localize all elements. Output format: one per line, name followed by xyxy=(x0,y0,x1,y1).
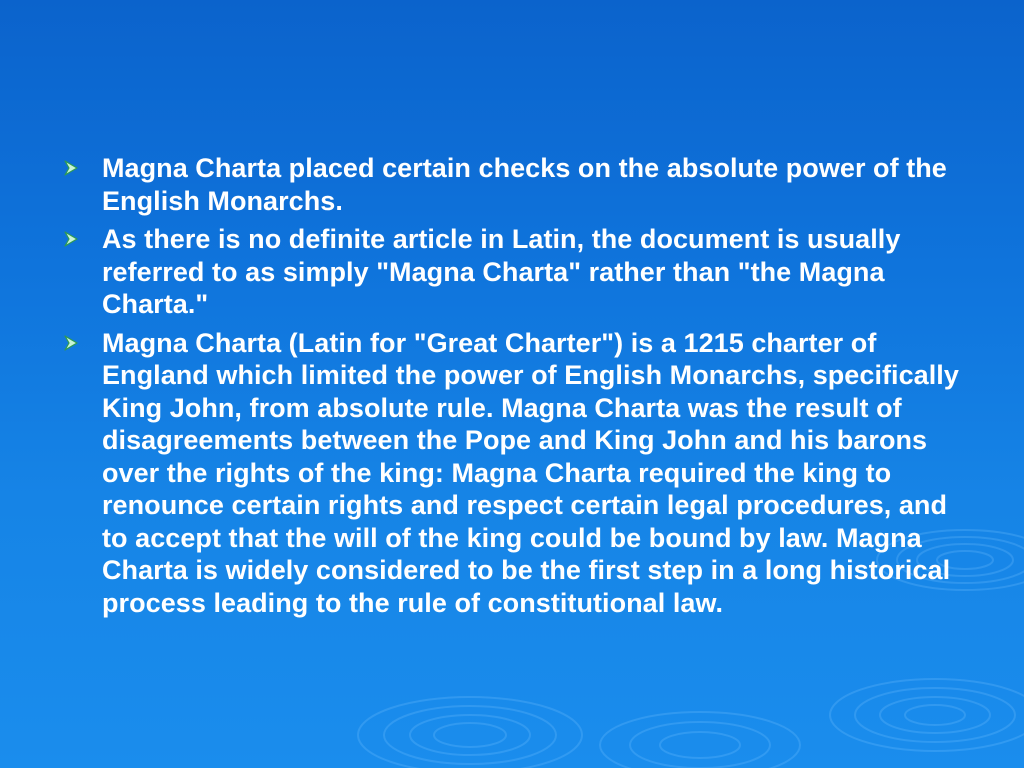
bullet-text: Magna Charta (Latin for "Great Charter") is a 1215 charter of England which limited the power of English Monarchs, specifically King John, from absolute rule. Magna Charta was the result of disagreements between the Pope and King John and his barons over the rights of the king: Magna Charta required the king to renounce certain rights and respect certain legal procedures, and to accept that the will of the king could be bound by law. Magna Charta is widely considered to be the first step in a long historical process leading to the rule of constitutional law. xyxy=(102,327,959,618)
bullet-text: Magna Charta placed certain checks on the absolute power of the English Monarchs. xyxy=(102,153,947,216)
bullet-item xyxy=(64,223,964,321)
arrow-bullet-icon xyxy=(64,152,102,176)
bullet-text: As there is no definite article in Latin, the document is usually referred to as simply "Magna Charta" rather than "the Magna Charta." xyxy=(102,224,901,319)
bullet-list xyxy=(64,152,964,625)
arrow-bullet-icon xyxy=(64,327,102,351)
bullet-item xyxy=(64,152,964,217)
bullet-item xyxy=(64,327,964,620)
arrow-bullet-icon xyxy=(64,223,102,247)
